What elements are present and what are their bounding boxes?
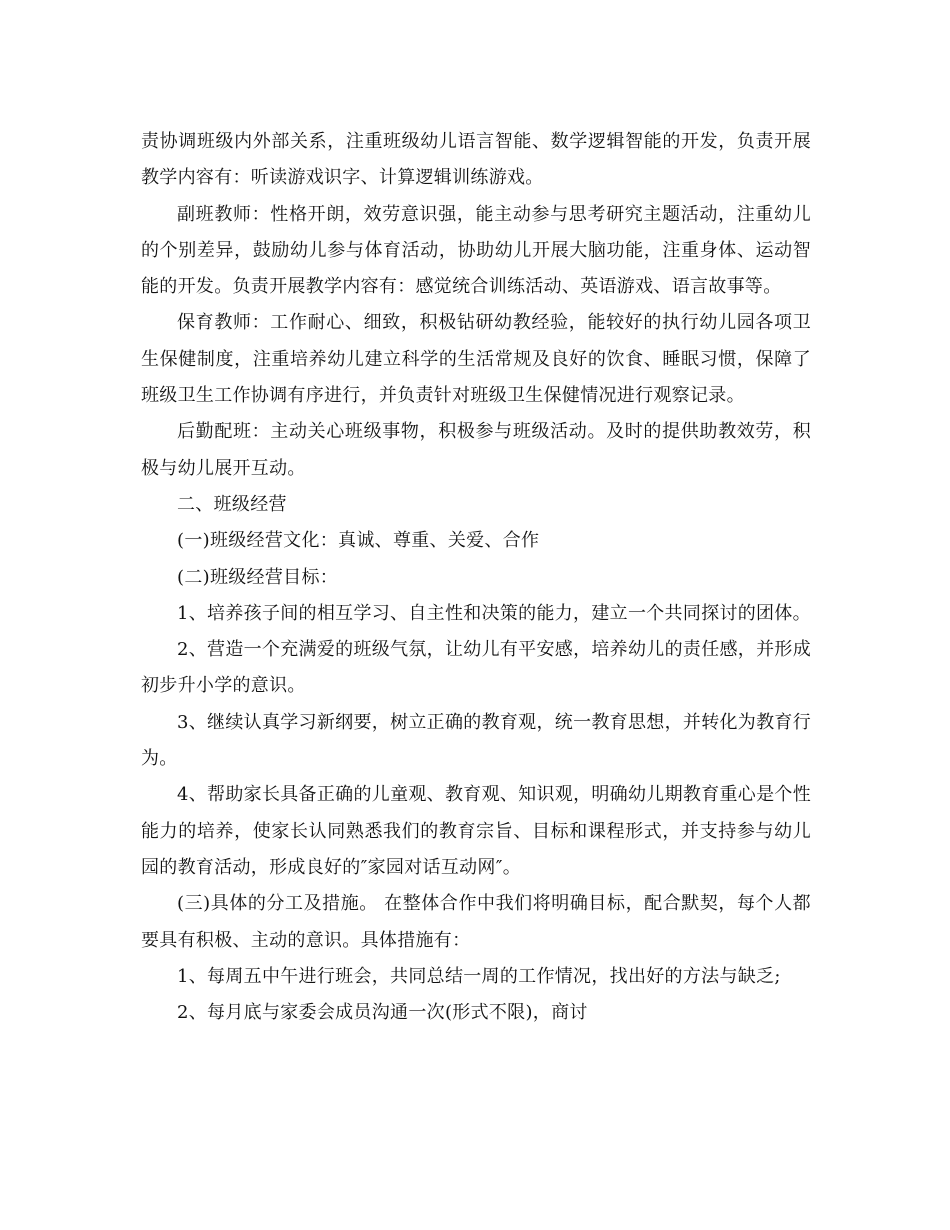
subheading-management-culture: (一)班级经营文化：真诚、尊重、关爱、合作	[177, 530, 540, 552]
section-heading-class-management: 二、班级经营	[177, 493, 287, 515]
subheading-management-goals: (二)班级经营目标：	[177, 566, 339, 588]
paragraph-care-teacher: 保育教师：工作耐心、细致，积极钻研幼教经验，能较好的执行幼儿园各项卫生保健制度，注重培养幼儿建立科学的生活常规及良好的饮食、睡眠习惯，保障了班级卫生工作协调有序进行，并负责针对班级卫生保健情况进行观察记录。	[141, 312, 811, 407]
goal-item-1: 1、培养孩子间的相互学习、自主性和决策的能力，建立一个共同探讨的团体。	[177, 602, 811, 624]
measure-item-1: 1、每周五中午进行班会，共同总结一周的工作情况，找出好的方法与缺乏;	[177, 965, 781, 987]
paragraph-class-teacher-duties: 责协调班级内外部关系，注重班级幼儿语言智能、数学逻辑智能的开发，负责开展教学内容有：听读游戏识字、计算逻辑训练游戏。	[141, 131, 811, 189]
measure-item-2: 2、每月底与家委会成员沟通一次(形式不限)，商讨	[177, 1002, 588, 1024]
paragraph-assistant-teacher: 副班教师：性格开朗，效劳意识强，能主动参与思考研究主题活动，注重幼儿的个别差异，鼓励幼儿参与体育活动，协助幼儿开展大脑功能，注重身体、运动智能的开发。负责开展教学内容有：感觉统合训练活动、英语游戏、语言故事等。	[141, 203, 811, 298]
subheading-division-measures: (三)具体的分工及措施。 在整体合作中我们将明确目标，配合默契，每个人都要具有积极、主动的意识。具体措施有：	[141, 893, 811, 951]
document-body	[141, 124, 811, 1031]
goal-item-3: 3、继续认真学习新纲要，树立正确的教育观，统一教育思想，并转化为教育行为。	[141, 711, 811, 770]
goal-item-2: 2、营造一个充满爱的班级气氛，让幼儿有平安感，培养幼儿的责任感，并形成初步升小学的意识。	[141, 639, 811, 697]
goal-item-4: 4、帮助家长具备正确的儿童观、教育观、知识观，明确幼儿期教育重心是个性能力的培养，使家长认同熟悉我们的教育宗旨、目标和课程形式，并支持参与幼儿园的教育活动，形成良好的″家园对话互动网″。	[141, 784, 811, 878]
paragraph-logistics-staff: 后勤配班：主动关心班级事物，积极参与班级活动。及时的提供助教效劳，积极与幼儿展开互动。	[141, 421, 811, 479]
